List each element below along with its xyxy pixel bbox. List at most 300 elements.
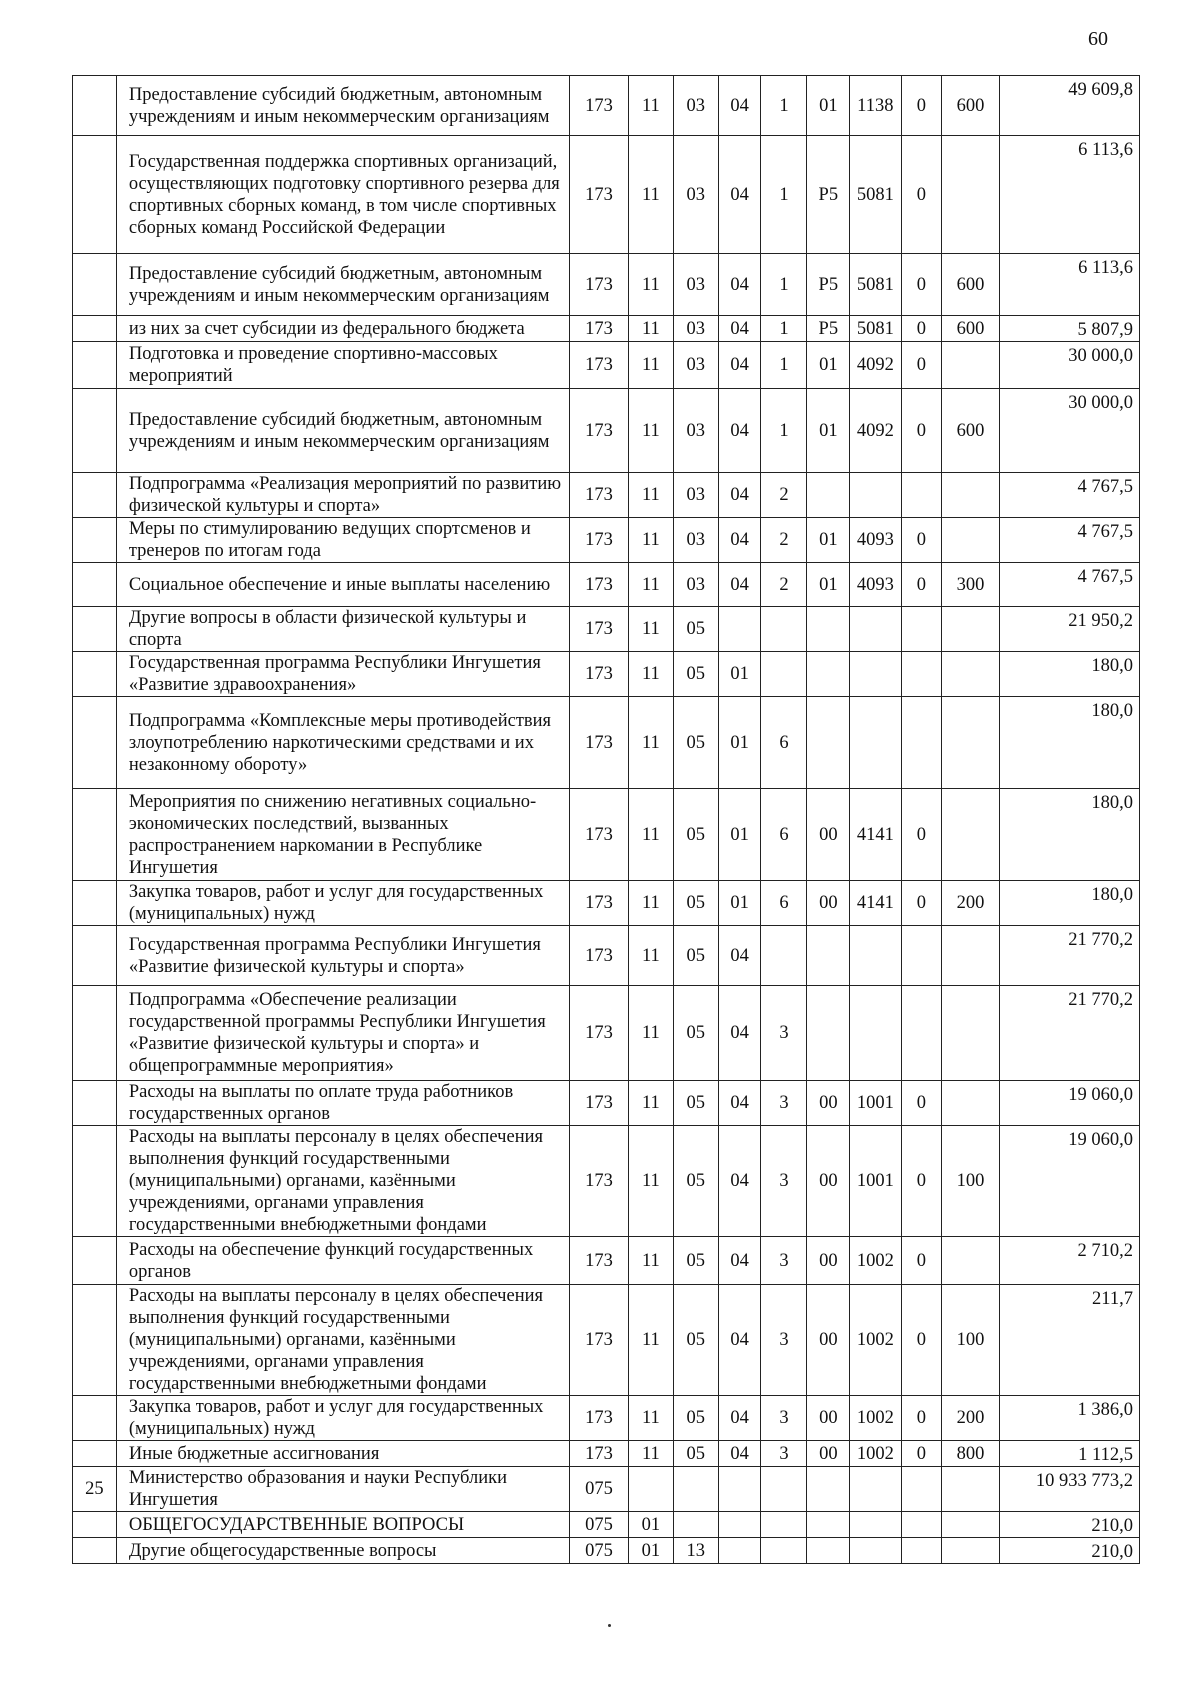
code-cell-c8: 0 bbox=[901, 1081, 942, 1126]
table-row bbox=[73, 473, 1140, 518]
item-name-cell: Другие общегосударственные вопросы bbox=[116, 1538, 569, 1564]
table-row bbox=[73, 986, 1140, 1081]
amount-cell: 6 113,6 bbox=[999, 136, 1139, 254]
code-cell-c3: 03 bbox=[673, 254, 718, 316]
amount-cell: 21 770,2 bbox=[999, 926, 1139, 986]
code-cell-c6: 00 bbox=[807, 789, 850, 881]
code-cell-c9 bbox=[942, 1081, 1000, 1126]
code-cell-c4: 04 bbox=[718, 342, 761, 389]
code-cell-c5: 1 bbox=[761, 136, 807, 254]
code-cell-c3 bbox=[673, 1467, 718, 1512]
amount-cell: 30 000,0 bbox=[999, 389, 1139, 473]
row-number-cell bbox=[73, 607, 117, 652]
code-cell-c3: 03 bbox=[673, 473, 718, 518]
code-cell-c7 bbox=[850, 652, 901, 697]
code-cell-c9: 300 bbox=[942, 563, 1000, 607]
code-cell-c9 bbox=[942, 342, 1000, 389]
code-cell-c4: 04 bbox=[718, 1285, 761, 1396]
code-cell-c2 bbox=[628, 1467, 673, 1512]
code-cell-c6: 00 bbox=[807, 1237, 850, 1285]
code-cell-c7: 4141 bbox=[850, 789, 901, 881]
row-number-cell bbox=[73, 986, 117, 1081]
code-cell-c9 bbox=[942, 1512, 1000, 1538]
amount-cell: 6 113,6 bbox=[999, 254, 1139, 316]
code-cell-c9 bbox=[942, 697, 1000, 789]
code-cell-c3: 03 bbox=[673, 76, 718, 136]
row-number-cell bbox=[73, 1285, 117, 1396]
code-cell-c3: 03 bbox=[673, 316, 718, 342]
row-number-cell bbox=[73, 316, 117, 342]
row-number-cell bbox=[73, 518, 117, 563]
item-name-cell: Социальное обеспечение и иные выплаты населению bbox=[116, 563, 569, 607]
code-cell-c8 bbox=[901, 1538, 942, 1564]
code-cell-c7 bbox=[850, 1467, 901, 1512]
code-cell-c7: 1002 bbox=[850, 1441, 901, 1467]
code-cell-c7: 5081 bbox=[850, 316, 901, 342]
code-cell-c5: 1 bbox=[761, 76, 807, 136]
code-cell-c7: 1002 bbox=[850, 1396, 901, 1441]
code-cell-c5 bbox=[761, 1467, 807, 1512]
code-cell-c8: 0 bbox=[901, 1441, 942, 1467]
code-cell-c9: 200 bbox=[942, 881, 1000, 926]
code-cell-c1: 173 bbox=[570, 136, 629, 254]
code-cell-c1: 173 bbox=[570, 254, 629, 316]
amount-cell: 1 386,0 bbox=[999, 1396, 1139, 1441]
amount-cell: 210,0 bbox=[999, 1512, 1139, 1538]
code-cell-c8: 0 bbox=[901, 1396, 942, 1441]
table-row bbox=[73, 607, 1140, 652]
code-cell-c8 bbox=[901, 986, 942, 1081]
code-cell-c9: 100 bbox=[942, 1126, 1000, 1237]
table-row bbox=[73, 254, 1140, 316]
code-cell-c9 bbox=[942, 652, 1000, 697]
item-name-cell: ОБЩЕГОСУДАРСТВЕННЫЕ ВОПРОСЫ bbox=[116, 1512, 569, 1538]
code-cell-c9: 600 bbox=[942, 254, 1000, 316]
code-cell-c1: 173 bbox=[570, 316, 629, 342]
amount-cell: 4 767,5 bbox=[999, 563, 1139, 607]
amount-cell: 49 609,8 bbox=[999, 76, 1139, 136]
code-cell-c4: 04 bbox=[718, 254, 761, 316]
code-cell-c2: 11 bbox=[628, 473, 673, 518]
code-cell-c4: 04 bbox=[718, 136, 761, 254]
code-cell-c1: 173 bbox=[570, 1441, 629, 1467]
amount-cell: 10 933 773,2 bbox=[999, 1467, 1139, 1512]
code-cell-c8: 0 bbox=[901, 1285, 942, 1396]
code-cell-c3: 13 bbox=[673, 1538, 718, 1564]
code-cell-c1: 173 bbox=[570, 1126, 629, 1237]
row-number-cell bbox=[73, 1126, 117, 1237]
amount-cell: 21 950,2 bbox=[999, 607, 1139, 652]
code-cell-c3: 05 bbox=[673, 697, 718, 789]
code-cell-c5: 6 bbox=[761, 789, 807, 881]
table-row bbox=[73, 697, 1140, 789]
row-number-cell bbox=[73, 697, 117, 789]
code-cell-c1: 173 bbox=[570, 789, 629, 881]
code-cell-c5: 1 bbox=[761, 389, 807, 473]
row-number-cell bbox=[73, 881, 117, 926]
amount-cell: 21 770,2 bbox=[999, 986, 1139, 1081]
row-number-cell bbox=[73, 254, 117, 316]
row-number-cell bbox=[73, 563, 117, 607]
code-cell-c4 bbox=[718, 1538, 761, 1564]
row-number-cell: 25 bbox=[73, 1467, 117, 1512]
code-cell-c4: 04 bbox=[718, 518, 761, 563]
code-cell-c2: 11 bbox=[628, 76, 673, 136]
amount-cell: 19 060,0 bbox=[999, 1126, 1139, 1237]
code-cell-c6 bbox=[807, 607, 850, 652]
code-cell-c9 bbox=[942, 789, 1000, 881]
code-cell-c6 bbox=[807, 926, 850, 986]
row-number-cell bbox=[73, 1081, 117, 1126]
item-name-cell: Закупка товаров, работ и услуг для государственных (муниципальных) нужд bbox=[116, 1396, 569, 1441]
code-cell-c2: 11 bbox=[628, 926, 673, 986]
code-cell-c7: 1001 bbox=[850, 1081, 901, 1126]
code-cell-c2: 01 bbox=[628, 1512, 673, 1538]
code-cell-c3: 05 bbox=[673, 1081, 718, 1126]
item-name-cell: Расходы на выплаты персоналу в целях обеспечения выполнения функций государственными (муниципальными) органами, казёнными учреждениями, органами управления государственными внебюджетными фондами bbox=[116, 1285, 569, 1396]
scan-speck bbox=[608, 1624, 611, 1627]
item-name-cell: Меры по стимулированию ведущих спортсменов и тренеров по итогам года bbox=[116, 518, 569, 563]
code-cell-c5: 2 bbox=[761, 518, 807, 563]
code-cell-c9: 200 bbox=[942, 1396, 1000, 1441]
code-cell-c5 bbox=[761, 1512, 807, 1538]
code-cell-c7: 1002 bbox=[850, 1237, 901, 1285]
code-cell-c9 bbox=[942, 926, 1000, 986]
code-cell-c8 bbox=[901, 473, 942, 518]
table-row bbox=[73, 1285, 1140, 1396]
code-cell-c9 bbox=[942, 1538, 1000, 1564]
code-cell-c7: 4141 bbox=[850, 881, 901, 926]
code-cell-c1: 173 bbox=[570, 389, 629, 473]
amount-cell: 30 000,0 bbox=[999, 342, 1139, 389]
code-cell-c3: 03 bbox=[673, 389, 718, 473]
code-cell-c1: 173 bbox=[570, 652, 629, 697]
code-cell-c2: 11 bbox=[628, 563, 673, 607]
code-cell-c7: 5081 bbox=[850, 254, 901, 316]
row-number-cell bbox=[73, 1441, 117, 1467]
code-cell-c9 bbox=[942, 1237, 1000, 1285]
code-cell-c6 bbox=[807, 473, 850, 518]
code-cell-c6: P5 bbox=[807, 254, 850, 316]
code-cell-c4: 04 bbox=[718, 389, 761, 473]
code-cell-c2: 01 bbox=[628, 1538, 673, 1564]
code-cell-c5: 3 bbox=[761, 1081, 807, 1126]
item-name-cell: Предоставление субсидий бюджетным, автономным учреждениям и иным некоммерческим организациям bbox=[116, 389, 569, 473]
code-cell-c2: 11 bbox=[628, 607, 673, 652]
code-cell-c4: 04 bbox=[718, 316, 761, 342]
code-cell-c6: 01 bbox=[807, 518, 850, 563]
code-cell-c1: 173 bbox=[570, 1081, 629, 1126]
row-number-cell bbox=[73, 389, 117, 473]
code-cell-c6: P5 bbox=[807, 136, 850, 254]
code-cell-c3: 05 bbox=[673, 1126, 718, 1237]
table-row bbox=[73, 926, 1140, 986]
code-cell-c1: 173 bbox=[570, 1237, 629, 1285]
amount-cell: 180,0 bbox=[999, 881, 1139, 926]
code-cell-c6: 00 bbox=[807, 1126, 850, 1237]
row-number-cell bbox=[73, 1538, 117, 1564]
code-cell-c5 bbox=[761, 926, 807, 986]
item-name-cell: Закупка товаров, работ и услуг для государственных (муниципальных) нужд bbox=[116, 881, 569, 926]
code-cell-c5: 3 bbox=[761, 1126, 807, 1237]
item-name-cell: Мероприятия по снижению негативных социально-экономических последствий, вызванных распространением наркомании в Республике Ингушетия bbox=[116, 789, 569, 881]
code-cell-c2: 11 bbox=[628, 789, 673, 881]
row-number-cell bbox=[73, 926, 117, 986]
code-cell-c9 bbox=[942, 607, 1000, 652]
table-body bbox=[73, 76, 1140, 1564]
code-cell-c7 bbox=[850, 473, 901, 518]
code-cell-c4: 01 bbox=[718, 697, 761, 789]
item-name-cell: Подпрограмма «Обеспечение реализации государственной программы Республики Ингушетия «Развитие физической культуры и спорта» и общепрограммные мероприятия» bbox=[116, 986, 569, 1081]
code-cell-c4: 04 bbox=[718, 1396, 761, 1441]
code-cell-c2: 11 bbox=[628, 254, 673, 316]
code-cell-c9: 800 bbox=[942, 1441, 1000, 1467]
code-cell-c1: 075 bbox=[570, 1538, 629, 1564]
code-cell-c7 bbox=[850, 697, 901, 789]
code-cell-c3: 03 bbox=[673, 518, 718, 563]
amount-cell: 180,0 bbox=[999, 789, 1139, 881]
row-number-cell bbox=[73, 1237, 117, 1285]
row-number-cell bbox=[73, 76, 117, 136]
code-cell-c3: 03 bbox=[673, 563, 718, 607]
code-cell-c4 bbox=[718, 1467, 761, 1512]
table-row bbox=[73, 136, 1140, 254]
table-row bbox=[73, 789, 1140, 881]
code-cell-c5 bbox=[761, 1538, 807, 1564]
code-cell-c8: 0 bbox=[901, 789, 942, 881]
code-cell-c9: 100 bbox=[942, 1285, 1000, 1396]
amount-cell: 19 060,0 bbox=[999, 1081, 1139, 1126]
code-cell-c2: 11 bbox=[628, 136, 673, 254]
code-cell-c6 bbox=[807, 697, 850, 789]
code-cell-c6 bbox=[807, 986, 850, 1081]
code-cell-c4: 04 bbox=[718, 926, 761, 986]
code-cell-c3: 05 bbox=[673, 1237, 718, 1285]
amount-cell: 5 807,9 bbox=[999, 316, 1139, 342]
code-cell-c2: 11 bbox=[628, 1285, 673, 1396]
code-cell-c1: 173 bbox=[570, 926, 629, 986]
code-cell-c2: 11 bbox=[628, 1441, 673, 1467]
code-cell-c1: 173 bbox=[570, 563, 629, 607]
item-name-cell: Государственная поддержка спортивных организаций, осуществляющих подготовку спортивного резерва для спортивных сборных команд, в том числе спортивных сборных команд Российской Федерации bbox=[116, 136, 569, 254]
item-name-cell: Государственная программа Республики Ингушетия «Развитие здравоохранения» bbox=[116, 652, 569, 697]
code-cell-c9: 600 bbox=[942, 76, 1000, 136]
amount-cell: 4 767,5 bbox=[999, 518, 1139, 563]
code-cell-c1: 075 bbox=[570, 1512, 629, 1538]
code-cell-c7 bbox=[850, 926, 901, 986]
code-cell-c7: 4093 bbox=[850, 518, 901, 563]
table-row bbox=[73, 342, 1140, 389]
table-row bbox=[73, 1538, 1140, 1564]
code-cell-c9: 600 bbox=[942, 389, 1000, 473]
code-cell-c1: 173 bbox=[570, 1396, 629, 1441]
code-cell-c5: 3 bbox=[761, 1285, 807, 1396]
page-number: 60 bbox=[1088, 28, 1108, 50]
code-cell-c2: 11 bbox=[628, 1237, 673, 1285]
code-cell-c8 bbox=[901, 1467, 942, 1512]
code-cell-c2: 11 bbox=[628, 697, 673, 789]
code-cell-c5: 2 bbox=[761, 473, 807, 518]
table-row bbox=[73, 76, 1140, 136]
table-row bbox=[73, 1441, 1140, 1467]
amount-cell: 180,0 bbox=[999, 652, 1139, 697]
code-cell-c6: 00 bbox=[807, 1441, 850, 1467]
item-name-cell: Подпрограмма «Реализация мероприятий по развитию физической культуры и спорта» bbox=[116, 473, 569, 518]
code-cell-c8: 0 bbox=[901, 254, 942, 316]
table-row bbox=[73, 652, 1140, 697]
code-cell-c7: 1138 bbox=[850, 76, 901, 136]
table-row bbox=[73, 389, 1140, 473]
table-row bbox=[73, 518, 1140, 563]
code-cell-c5 bbox=[761, 652, 807, 697]
code-cell-c8: 0 bbox=[901, 136, 942, 254]
code-cell-c4: 01 bbox=[718, 881, 761, 926]
item-name-cell: Министерство образования и науки Республики Ингушетия bbox=[116, 1467, 569, 1512]
code-cell-c2: 11 bbox=[628, 518, 673, 563]
code-cell-c7 bbox=[850, 986, 901, 1081]
code-cell-c4: 01 bbox=[718, 652, 761, 697]
item-name-cell: Расходы на выплаты по оплате труда работников государственных органов bbox=[116, 1081, 569, 1126]
code-cell-c3: 05 bbox=[673, 1396, 718, 1441]
code-cell-c5: 2 bbox=[761, 563, 807, 607]
item-name-cell: Государственная программа Республики Ингушетия «Развитие физической культуры и спорта» bbox=[116, 926, 569, 986]
table-row bbox=[73, 1467, 1140, 1512]
item-name-cell: Предоставление субсидий бюджетным, автономным учреждениям и иным некоммерческим организациям bbox=[116, 76, 569, 136]
code-cell-c9 bbox=[942, 986, 1000, 1081]
code-cell-c8 bbox=[901, 607, 942, 652]
code-cell-c3: 05 bbox=[673, 652, 718, 697]
code-cell-c2: 11 bbox=[628, 1081, 673, 1126]
code-cell-c9 bbox=[942, 518, 1000, 563]
item-name-cell: Подпрограмма «Комплексные меры противодействия злоупотреблению наркотическими средствами и их незаконному обороту» bbox=[116, 697, 569, 789]
code-cell-c8: 0 bbox=[901, 518, 942, 563]
row-number-cell bbox=[73, 342, 117, 389]
code-cell-c5: 6 bbox=[761, 697, 807, 789]
code-cell-c1: 173 bbox=[570, 518, 629, 563]
code-cell-c4 bbox=[718, 607, 761, 652]
code-cell-c1: 173 bbox=[570, 697, 629, 789]
code-cell-c3: 05 bbox=[673, 789, 718, 881]
amount-cell: 211,7 bbox=[999, 1285, 1139, 1396]
code-cell-c6: 00 bbox=[807, 1396, 850, 1441]
item-name-cell: Расходы на выплаты персоналу в целях обеспечения выполнения функций государственными (муниципальными) органами, казёнными учреждениями, органами управления государственными внебюджетными фондами bbox=[116, 1126, 569, 1237]
code-cell-c5: 3 bbox=[761, 1237, 807, 1285]
code-cell-c3: 05 bbox=[673, 986, 718, 1081]
item-name-cell: Иные бюджетные ассигнования bbox=[116, 1441, 569, 1467]
code-cell-c6: 00 bbox=[807, 881, 850, 926]
row-number-cell bbox=[73, 652, 117, 697]
code-cell-c7: 1001 bbox=[850, 1126, 901, 1237]
code-cell-c7 bbox=[850, 1512, 901, 1538]
table-row bbox=[73, 1396, 1140, 1441]
code-cell-c7 bbox=[850, 607, 901, 652]
code-cell-c3: 05 bbox=[673, 1285, 718, 1396]
code-cell-c6 bbox=[807, 1538, 850, 1564]
code-cell-c6: 01 bbox=[807, 563, 850, 607]
code-cell-c7 bbox=[850, 1538, 901, 1564]
code-cell-c2: 11 bbox=[628, 342, 673, 389]
code-cell-c1: 173 bbox=[570, 986, 629, 1081]
code-cell-c7: 4092 bbox=[850, 342, 901, 389]
code-cell-c4: 04 bbox=[718, 1441, 761, 1467]
code-cell-c6: 00 bbox=[807, 1285, 850, 1396]
code-cell-c6: 01 bbox=[807, 389, 850, 473]
code-cell-c2: 11 bbox=[628, 389, 673, 473]
code-cell-c9 bbox=[942, 1467, 1000, 1512]
item-name-cell: из них за счет субсидии из федерального бюджета bbox=[116, 316, 569, 342]
code-cell-c3: 05 bbox=[673, 881, 718, 926]
code-cell-c4: 04 bbox=[718, 76, 761, 136]
code-cell-c1: 173 bbox=[570, 1285, 629, 1396]
amount-cell: 210,0 bbox=[999, 1538, 1139, 1564]
code-cell-c6 bbox=[807, 1467, 850, 1512]
code-cell-c8: 0 bbox=[901, 342, 942, 389]
code-cell-c8: 0 bbox=[901, 1237, 942, 1285]
code-cell-c4: 01 bbox=[718, 789, 761, 881]
table-row bbox=[73, 881, 1140, 926]
code-cell-c8 bbox=[901, 926, 942, 986]
code-cell-c5: 1 bbox=[761, 342, 807, 389]
code-cell-c8: 0 bbox=[901, 563, 942, 607]
code-cell-c2: 11 bbox=[628, 986, 673, 1081]
code-cell-c3: 03 bbox=[673, 342, 718, 389]
code-cell-c7: 4093 bbox=[850, 563, 901, 607]
code-cell-c1: 075 bbox=[570, 1467, 629, 1512]
amount-cell: 180,0 bbox=[999, 697, 1139, 789]
code-cell-c8 bbox=[901, 697, 942, 789]
code-cell-c6: 01 bbox=[807, 342, 850, 389]
code-cell-c2: 11 bbox=[628, 881, 673, 926]
code-cell-c1: 173 bbox=[570, 76, 629, 136]
code-cell-c6: 01 bbox=[807, 76, 850, 136]
table-row bbox=[73, 1081, 1140, 1126]
code-cell-c9: 600 bbox=[942, 316, 1000, 342]
amount-cell: 2 710,2 bbox=[999, 1237, 1139, 1285]
code-cell-c6: P5 bbox=[807, 316, 850, 342]
code-cell-c8: 0 bbox=[901, 881, 942, 926]
row-number-cell bbox=[73, 1512, 117, 1538]
code-cell-c2: 11 bbox=[628, 1396, 673, 1441]
code-cell-c8: 0 bbox=[901, 1126, 942, 1237]
code-cell-c3: 05 bbox=[673, 926, 718, 986]
table-row bbox=[73, 1237, 1140, 1285]
amount-cell: 1 112,5 bbox=[999, 1441, 1139, 1467]
code-cell-c3: 03 bbox=[673, 136, 718, 254]
code-cell-c6 bbox=[807, 652, 850, 697]
code-cell-c4: 04 bbox=[718, 986, 761, 1081]
code-cell-c6 bbox=[807, 1512, 850, 1538]
row-number-cell bbox=[73, 789, 117, 881]
code-cell-c1: 173 bbox=[570, 607, 629, 652]
code-cell-c6: 00 bbox=[807, 1081, 850, 1126]
row-number-cell bbox=[73, 136, 117, 254]
code-cell-c7: 1002 bbox=[850, 1285, 901, 1396]
row-number-cell bbox=[73, 1396, 117, 1441]
code-cell-c2: 11 bbox=[628, 1126, 673, 1237]
code-cell-c9 bbox=[942, 473, 1000, 518]
code-cell-c1: 173 bbox=[570, 342, 629, 389]
item-name-cell: Другие вопросы в области физической культуры и спорта bbox=[116, 607, 569, 652]
code-cell-c8: 0 bbox=[901, 316, 942, 342]
code-cell-c5: 3 bbox=[761, 1441, 807, 1467]
table-row bbox=[73, 316, 1140, 342]
row-number-cell bbox=[73, 473, 117, 518]
table-row bbox=[73, 563, 1140, 607]
code-cell-c4: 04 bbox=[718, 1081, 761, 1126]
code-cell-c4: 04 bbox=[718, 1237, 761, 1285]
code-cell-c7: 4092 bbox=[850, 389, 901, 473]
code-cell-c3 bbox=[673, 1512, 718, 1538]
